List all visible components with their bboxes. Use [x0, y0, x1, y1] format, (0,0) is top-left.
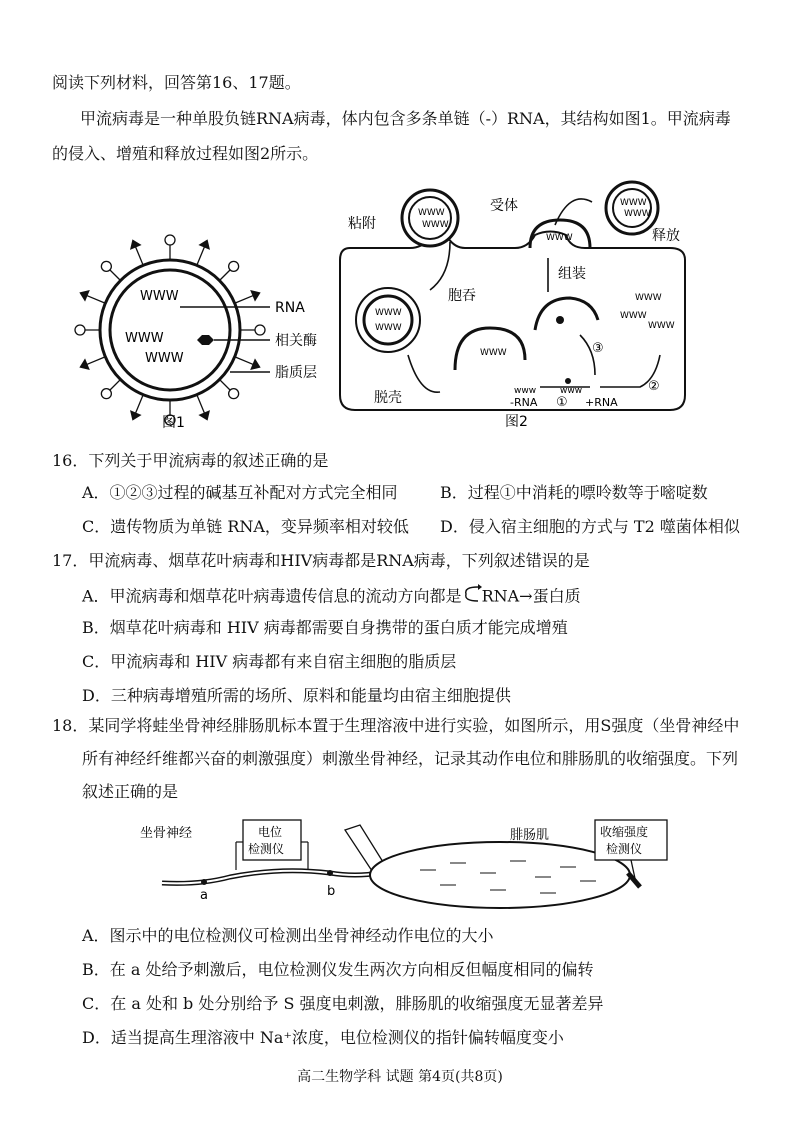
q17-option-a [82, 583, 581, 611]
spike-stalk [197, 247, 205, 265]
label-pos-rna: +RNA [585, 396, 618, 409]
rna-strand-1: WWW [140, 289, 179, 304]
label-step-1: ① [556, 395, 568, 410]
spike-knob [255, 325, 265, 335]
label-uncoat: 脱壳 [374, 390, 402, 406]
endocytic-vesicle [356, 288, 420, 352]
figure-1-virus-structure [70, 232, 340, 432]
spike-arrowhead [251, 291, 259, 300]
figure-2-infection-cycle [330, 180, 710, 430]
spike-arrowhead [200, 411, 209, 419]
fig1-caption: 图1 [162, 415, 185, 431]
q17-a-prefix: A．甲流病毒和烟草花叶病毒遗传信息的流动方向都是 [82, 586, 462, 606]
spike-knob [165, 235, 175, 245]
q16-option-c: C．遗传物质为单链 RNA，变异频率相对较低 [82, 517, 409, 536]
q17-a-rna: RNA [481, 586, 520, 606]
svg-text:WWW: WWW [418, 208, 445, 218]
question-18-stem-line-3: 叙述正确的是 [82, 782, 179, 801]
svg-text:WWW: WWW [480, 348, 507, 358]
label-step-3: ③ [592, 341, 604, 356]
label-assemble: 组装 [558, 266, 586, 282]
spike-arrowhead [251, 360, 259, 369]
gastrocnemius-muscle [370, 842, 630, 908]
spike-arrowhead [200, 240, 209, 248]
spike-knob [75, 325, 85, 335]
spike-stalk [87, 296, 105, 304]
svg-text:WWW: WWW [620, 198, 647, 208]
spike-stalk [235, 357, 253, 365]
virus-outer-membrane [100, 260, 240, 400]
q16-option-d: D．侵入宿主细胞的方式与 T2 噬菌体相似 [440, 517, 740, 536]
rna-strand-2: WWW [125, 331, 164, 346]
contraction-label-2: 检测仪 [606, 842, 643, 856]
spike-stalk [136, 247, 144, 265]
q18-option-b: B．在 a 处给予刺激后，电位检测仪发生两次方向相反但幅度相同的偏转 [82, 960, 594, 979]
spike-arrowhead [80, 291, 88, 300]
label-neg-rna: -RNA [510, 396, 538, 409]
q17-option-d: D．三种病毒增殖所需的场所、原料和能量均由宿主细胞提供 [82, 686, 511, 705]
spike-knob [229, 389, 239, 399]
svg-text:WWW: WWW [375, 308, 402, 318]
q18-option-a: A．图示中的电位检测仪可检测出坐骨神经动作电位的大小 [82, 926, 494, 945]
spike-arrowhead [80, 360, 88, 369]
spike-stalk [136, 395, 144, 413]
meter-label-1: 电位 [258, 825, 283, 839]
svg-text:WWW: WWW [635, 293, 662, 303]
virus-adhering [402, 190, 458, 246]
fig1-label-lipid: 脂质层 [275, 365, 317, 381]
label-gastrocnemius: 腓肠肌 [510, 828, 550, 843]
question-18-stem-line-2: 所有神经纤维都兴奋的刺激强度）刺激坐骨神经，记录其动作电位和腓肠肌的收缩强度。下列 [82, 749, 739, 768]
svg-text:WWW: WWW [546, 233, 573, 243]
q17-a-suffix: →蛋白质 [519, 586, 581, 606]
spike-stalk [87, 357, 105, 365]
label-adhere: 粘附 [348, 216, 376, 232]
label-sciatic-nerve: 坐骨神经 [140, 826, 193, 841]
q18-option-d: D．适当提高生理溶液中 Na⁺浓度，电位检测仪的指针偏转幅度变小 [82, 1028, 564, 1047]
virus-assembly [535, 298, 598, 330]
q16-option-b: B．过程①中消耗的嘌呤数等于嘧啶数 [440, 483, 708, 502]
q17-option-b: B．烟草花叶病毒和 HIV 病毒都需要自身携带的蛋白质才能完成增殖 [82, 618, 568, 637]
q17-option-c: C．甲流病毒和 HIV 病毒都有来自宿主细胞的脂质层 [82, 652, 457, 671]
question-16-stem: 16．下列关于甲流病毒的叙述正确的是 [52, 451, 329, 470]
label-endocytosis: 胞吞 [448, 288, 476, 304]
svg-text:WWW: WWW [375, 323, 402, 333]
spike-stalk [197, 395, 205, 413]
svg-text:www: www [560, 386, 583, 396]
figure-nerve-muscle-prep [140, 815, 680, 920]
svg-text:www: www [514, 386, 537, 396]
rna-strand-3: WWW [145, 351, 184, 366]
spike-stalk [235, 296, 253, 304]
svg-text:WWW: WWW [648, 321, 675, 331]
spike-knob [101, 261, 111, 271]
question-18-stem-line-1: 18．某同学将蛙坐骨神经腓肠肌标本置于生理溶液中进行实验，如图所示，用S强度（坐骨神经中 [52, 716, 740, 735]
fig1-label-enzyme: 相关酶 [275, 333, 317, 349]
rna-replication-loop-icon [462, 583, 482, 611]
label-release: 释放 [652, 228, 680, 244]
fig2-caption: 图2 [505, 414, 528, 430]
spike-knob [101, 389, 111, 399]
svg-text:WWW: WWW [624, 209, 651, 219]
q16-option-a: A．①②③过程的碱基互补配对方式完全相同 [82, 483, 398, 502]
spike-arrowhead [131, 411, 140, 419]
spike-knob [229, 261, 239, 271]
fig1-label-rna: RNA [275, 300, 305, 316]
question-17-stem: 17．甲流病毒、烟草花叶病毒和HIV病毒都是RNA病毒，下列叙述错误的是 [52, 551, 590, 570]
sciatic-nerve-fiber [162, 871, 380, 884]
label-step-2: ② [648, 379, 660, 394]
spike-arrowhead [131, 240, 140, 248]
svg-text:WWW: WWW [620, 311, 647, 321]
reading-instruction: 阅读下列材料，回答第16、17题。 [52, 73, 301, 92]
material-line-2: 的侵入、增殖和释放过程如图2所示。 [52, 144, 319, 163]
contraction-label-1: 收缩强度 [600, 825, 649, 839]
material-line-1: 甲流病毒是一种单股负链RNA病毒，体内包含多条单链（-）RNA，其结构如图1。甲流病毒 [80, 109, 731, 128]
page-footer: 高二生物学科 试题 第4页(共8页) [297, 1069, 503, 1085]
q18-option-c: C．在 a 处和 b 处分别给予 S 强度电刺激，腓肠肌的收缩强度无显著差异 [82, 994, 604, 1013]
point-a-label: a [200, 888, 208, 903]
point-b-label: b [327, 884, 336, 899]
meter-label-2: 检测仪 [248, 842, 285, 856]
svg-text:WWW: WWW [422, 220, 449, 230]
label-receptor: 受体 [490, 198, 518, 214]
